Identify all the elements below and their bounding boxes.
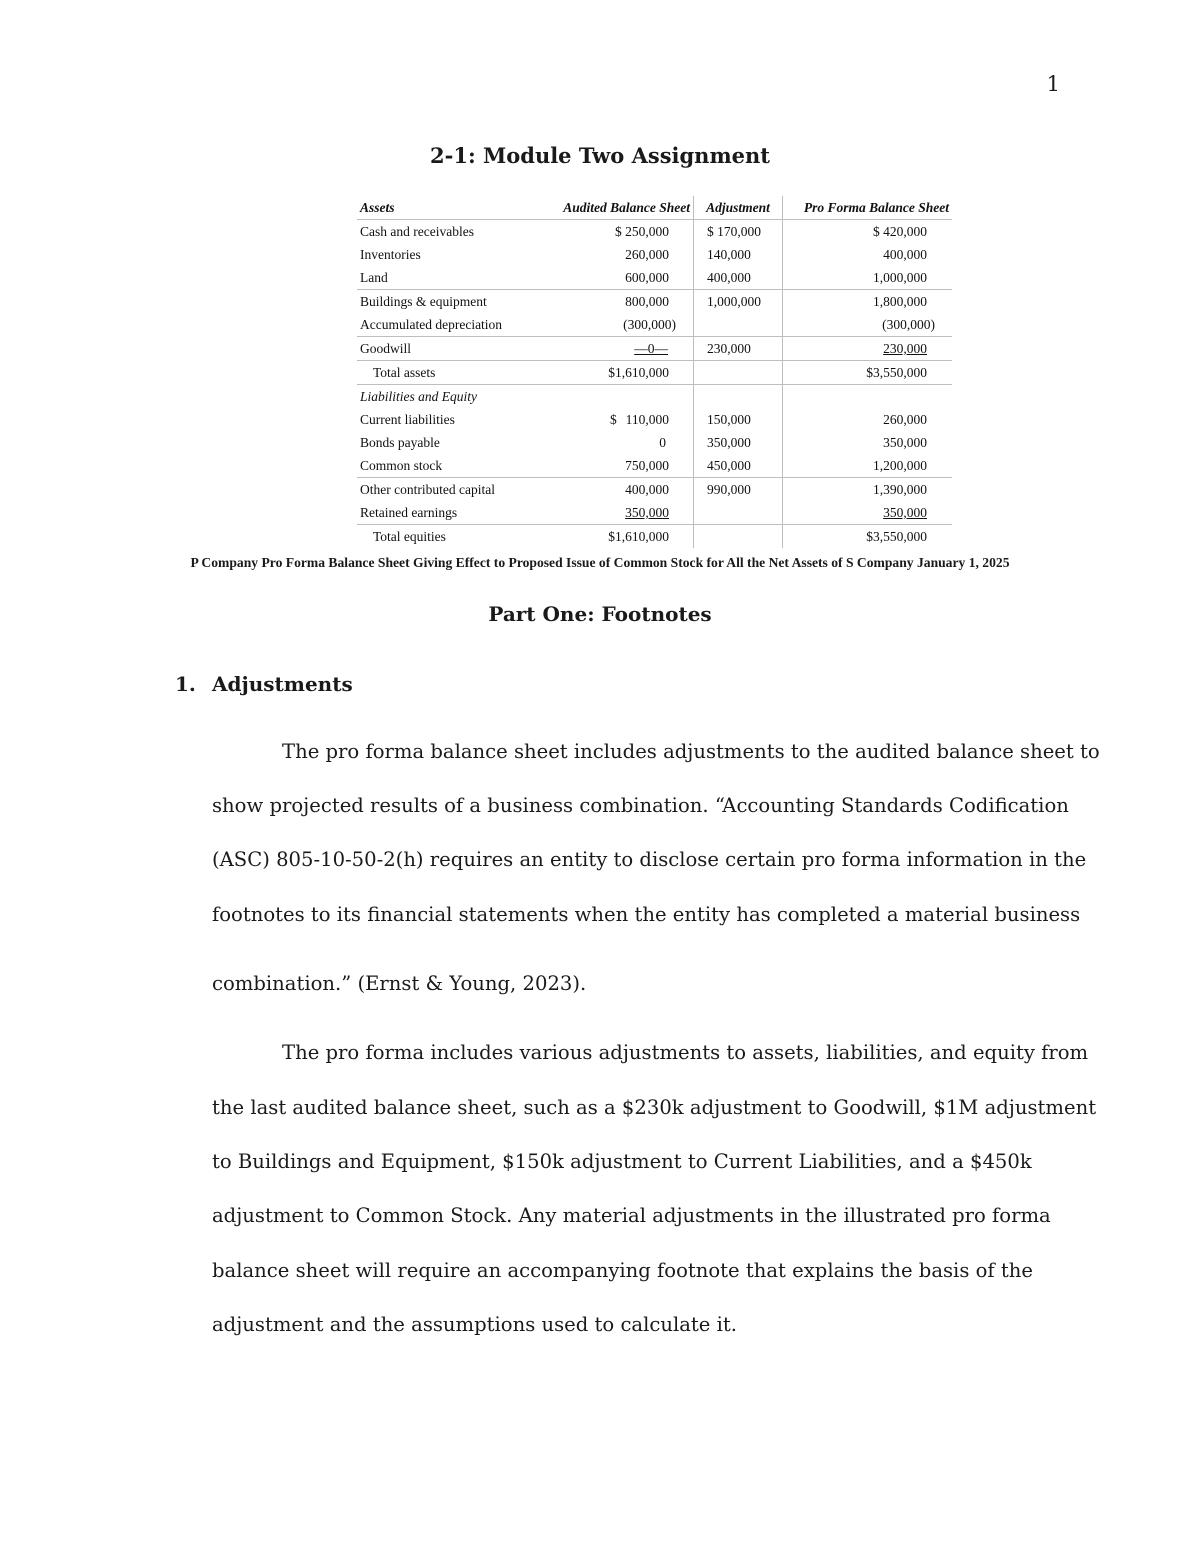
pro-forma-value: 1,000,000	[873, 270, 927, 285]
pro-forma-value: $ 420,000	[873, 224, 927, 239]
row-label: Accumulated depreciation	[357, 313, 539, 337]
table-row	[357, 501, 952, 525]
paragraph-line: footnotes to its financial statements when the entity has completed a material business	[212, 903, 1081, 926]
header-pro-forma: Pro Forma Balance Sheet	[783, 196, 953, 220]
header-assets: Assets	[357, 196, 539, 220]
audited-value: 260,000	[625, 247, 669, 262]
audited-value: 0	[659, 435, 666, 450]
paragraph-line: balance sheet will require an accompanying footnote that explains the basis of the	[212, 1259, 1033, 1282]
row-label: Total equities	[373, 529, 446, 544]
pro-forma-value: 350,000	[883, 435, 927, 450]
adjustment-value: 450,000	[707, 458, 751, 473]
table-row	[357, 454, 952, 478]
adjustment-value: 140,000	[707, 247, 751, 262]
audited-value: 600,000	[625, 270, 669, 285]
paragraph-line: combination.” (Ernst & Young, 2023).	[212, 972, 587, 995]
section-number: 1.	[175, 672, 196, 696]
table-header-row	[357, 196, 952, 220]
page-number: 1	[1046, 72, 1060, 96]
section-title: Adjustments	[212, 672, 353, 696]
adjustment-value: $ 170,000	[707, 224, 761, 239]
table-row	[357, 290, 952, 314]
pro-forma-value: 400,000	[883, 247, 927, 262]
paragraph-line: The pro forma balance sheet includes adjustments to the audited balance sheet to	[282, 740, 1100, 763]
audited-value: 400,000	[625, 482, 669, 497]
row-label: Goodwill	[357, 337, 539, 361]
row-label: Retained earnings	[357, 501, 539, 525]
table-row	[357, 337, 952, 361]
adjustment-value: 230,000	[707, 341, 751, 356]
paragraph-line: (ASC) 805-10-50-2(h) requires an entity to disclose certain pro forma information in the	[212, 848, 1087, 871]
adjustment-value: 990,000	[707, 482, 751, 497]
row-label: Inventories	[360, 247, 421, 262]
paragraph-line: adjustment and the assumptions used to calculate it.	[212, 1313, 737, 1336]
row-label: Land	[357, 266, 539, 290]
document-title: 2-1: Module Two Assignment	[430, 143, 770, 168]
row-label: Buildings & equipment	[360, 294, 487, 309]
header-audited: Audited Balance Sheet	[539, 196, 694, 220]
header-adjustment: Adjustment	[694, 196, 783, 220]
pro-forma-value: 260,000	[883, 412, 927, 427]
paragraph-line: the last audited balance sheet, such as a $230k adjustment to Goodwill, $1M adjustment	[212, 1096, 1097, 1119]
section-label: Liabilities and Equity	[360, 389, 477, 404]
pro-forma-value: 1,390,000	[873, 482, 927, 497]
row-label: Cash and receivables	[360, 224, 474, 239]
audited-value: 110,000	[625, 412, 669, 427]
adjustment-value: 400,000	[707, 270, 751, 285]
audited-value: $1,610,000	[608, 529, 669, 544]
table-row	[357, 361, 952, 385]
audited-value: $ 250,000	[615, 224, 669, 239]
adjustment-value: 1,000,000	[707, 294, 761, 309]
audited-value: (300,000)	[623, 317, 676, 332]
row-label: Current liabilities	[360, 412, 455, 427]
paragraph-line: The pro forma includes various adjustments to assets, liabilities, and equity from	[282, 1041, 1089, 1064]
currency-symbol: $	[610, 412, 617, 427]
paragraph-line: to Buildings and Equipment, $150k adjustment to Current Liabilities, and a $450k	[212, 1150, 1032, 1173]
table-row	[357, 478, 952, 502]
pro-forma-value: 1,800,000	[873, 294, 927, 309]
row-label: Common stock	[357, 454, 539, 478]
table-row	[357, 431, 952, 454]
row-label: Other contributed capital	[360, 482, 495, 497]
pro-forma-value: 1,200,000	[873, 458, 927, 473]
pro-forma-value: $3,550,000	[866, 529, 927, 544]
table-row	[357, 313, 952, 337]
audited-value: $1,610,000	[608, 365, 669, 380]
table-row	[357, 385, 952, 409]
adjustment-value: 150,000	[707, 412, 751, 427]
pro-forma-value: $3,550,000	[866, 365, 927, 380]
balance-sheet-table	[357, 196, 952, 548]
paragraph-line: show projected results of a business combination. “Accounting Standards Codification	[212, 794, 1069, 817]
audited-value: 350,000	[625, 505, 669, 520]
table-row	[357, 243, 952, 266]
part-heading: Part One: Footnotes	[488, 602, 712, 626]
row-label: Total assets	[357, 361, 539, 385]
audited-value: —0—	[634, 341, 668, 356]
table-row	[357, 408, 952, 431]
section-heading	[175, 672, 353, 696]
paragraph-line: adjustment to Common Stock. Any material adjustments in the illustrated pro forma	[212, 1204, 1051, 1227]
table-caption: P Company Pro Forma Balance Sheet Giving Effect to Proposed Issue of Common Stock for All the Net Assets of S Company January 1, 2025	[190, 555, 1010, 570]
row-label: Bonds payable	[360, 435, 440, 450]
audited-value: 800,000	[625, 294, 669, 309]
audited-cell	[542, 408, 690, 431]
table-row	[357, 266, 952, 290]
table-row	[357, 525, 952, 549]
pro-forma-value: 350,000	[883, 505, 927, 520]
audited-value: 750,000	[625, 458, 669, 473]
pro-forma-value: (300,000)	[882, 317, 935, 332]
adjustment-value: 350,000	[707, 435, 751, 450]
table-row	[357, 220, 952, 244]
pro-forma-value: 230,000	[883, 341, 927, 356]
